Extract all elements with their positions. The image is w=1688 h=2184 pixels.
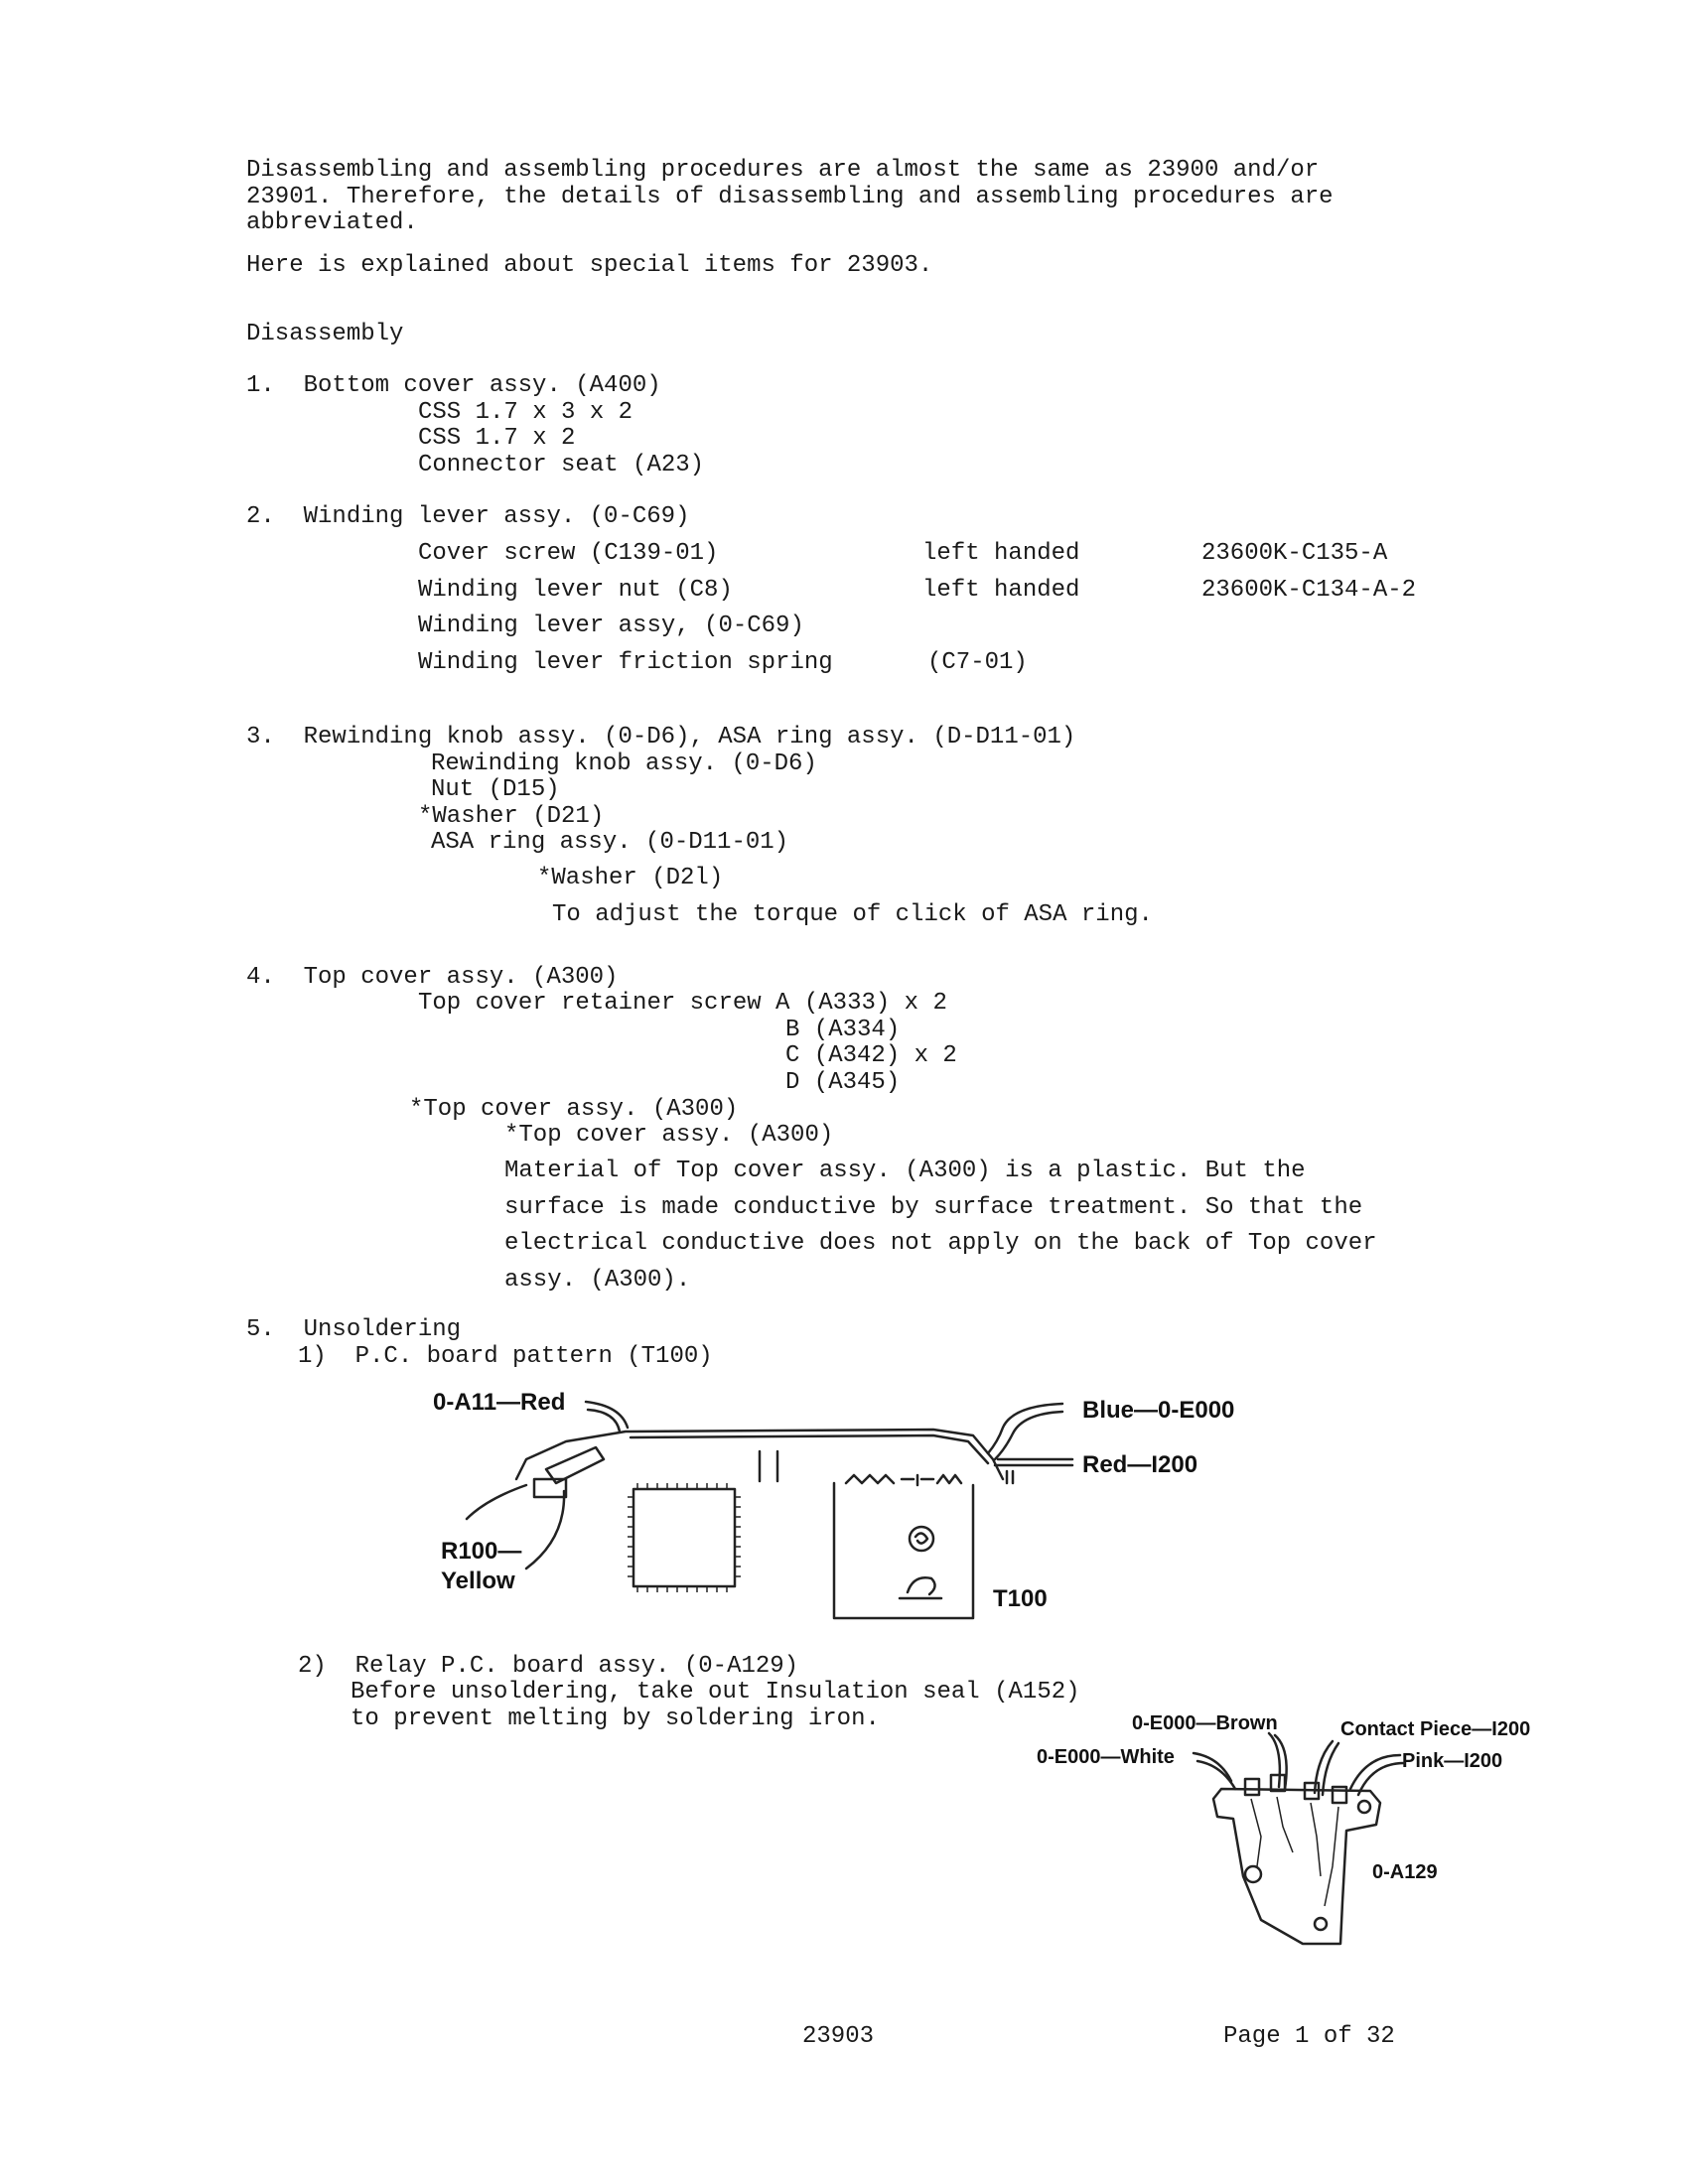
label-r100: R100— bbox=[441, 1538, 522, 1565]
solder-pad bbox=[900, 1577, 941, 1598]
pc-board-figure bbox=[417, 1380, 1251, 1628]
intro-line-3: abbreviated. bbox=[246, 209, 418, 236]
s4-screw-b: B (A334) bbox=[785, 1017, 901, 1043]
label-a11-red: 0-A11—Red bbox=[433, 1389, 566, 1416]
s2-row-part: 23600K-C134-A-2 bbox=[1201, 577, 1417, 604]
s3-sub: To adjust the torque of click of ASA ring. bbox=[552, 901, 1153, 928]
solder-pad bbox=[915, 1533, 927, 1543]
label-a129: 0-A129 bbox=[1372, 1861, 1438, 1883]
relay-board-outline bbox=[1213, 1789, 1380, 1944]
mount-hole bbox=[1358, 1801, 1370, 1813]
s3-item: Rewinding knob assy. (0-D6) bbox=[431, 751, 817, 777]
mount-hole bbox=[1315, 1918, 1327, 1930]
footer-model: 23903 bbox=[802, 2023, 875, 2050]
s1-item: CSS 1.7 x 2 bbox=[418, 425, 576, 452]
s3-title: 3. Rewinding knob assy. (0-D6), ASA ring assy. (D-D11-01) bbox=[246, 724, 1076, 751]
s4-screw-a: Top cover retainer screw A (A333) x 2 bbox=[418, 990, 947, 1017]
footer-page-number: Page 1 of 32 bbox=[1223, 2023, 1395, 2050]
s4-para-line: assy. (A300). bbox=[504, 1267, 691, 1294]
terminal bbox=[1245, 1779, 1259, 1795]
wire-white bbox=[1197, 1761, 1235, 1789]
label-e000-white: 0-E000—White bbox=[1037, 1746, 1175, 1768]
s4-item: *Top cover assy. (A300) bbox=[409, 1096, 739, 1123]
s1-item: CSS 1.7 x 3 x 2 bbox=[418, 399, 633, 426]
s2-title: 2. Winding lever assy. (0-C69) bbox=[246, 503, 690, 530]
s3-item: ASA ring assy. (0-D11-01) bbox=[431, 829, 789, 856]
s3-item: *Washer (D21) bbox=[418, 803, 605, 830]
s2-row-name: Winding lever assy, (0-C69) bbox=[418, 613, 804, 639]
wire-blue bbox=[988, 1404, 1062, 1453]
label-t100: T100 bbox=[993, 1585, 1048, 1612]
label-pink-i200: Pink—I200 bbox=[1402, 1750, 1503, 1772]
wire-blue bbox=[995, 1412, 1062, 1459]
s2-row-name: Winding lever friction spring bbox=[418, 649, 833, 676]
mount-hole bbox=[1245, 1866, 1261, 1882]
relay-board-figure bbox=[1023, 1707, 1549, 1976]
wire-yellow bbox=[467, 1485, 526, 1519]
s2-row-name: Winding lever nut (C8) bbox=[418, 577, 733, 604]
chip bbox=[633, 1489, 735, 1586]
s3-item: Nut (D15) bbox=[431, 776, 560, 803]
label-yellow: Yellow bbox=[441, 1568, 515, 1594]
s4-para-line: electrical conductive does not apply on the back of Top cover bbox=[504, 1230, 1377, 1257]
solder-pad bbox=[910, 1527, 933, 1551]
intro-line-4: Here is explained about special items for 23903. bbox=[246, 252, 933, 279]
s2-row-part: 23600K-C135-A bbox=[1201, 540, 1388, 567]
intro-line-1: Disassembling and assembling procedures are almost the same as 23900 and/or bbox=[246, 157, 1320, 184]
center-lines bbox=[760, 1451, 777, 1481]
s5-sub2-line: to prevent melting by soldering iron. bbox=[351, 1706, 880, 1732]
wire-red bbox=[588, 1410, 620, 1432]
wire-yellow bbox=[526, 1491, 564, 1569]
s2-row-hand: left handed bbox=[922, 540, 1080, 567]
label-contact-piece: Contact Piece—I200 bbox=[1340, 1718, 1531, 1740]
section-heading: Disassembly bbox=[246, 321, 404, 347]
label-blue-e000: Blue—0-E000 bbox=[1082, 1397, 1235, 1424]
resistor-pattern bbox=[846, 1475, 961, 1485]
s4-screw-c: C (A342) x 2 bbox=[785, 1042, 957, 1069]
s4-screw-d: D (A345) bbox=[785, 1069, 901, 1096]
s5-sub2: 2) Relay P.C. board assy. (0-A129) bbox=[298, 1653, 799, 1680]
s1-item: Connector seat (A23) bbox=[418, 452, 705, 478]
trace bbox=[1251, 1797, 1338, 1906]
s2-row-hand: left handed bbox=[922, 577, 1080, 604]
s3-sub: *Washer (D2l) bbox=[537, 865, 724, 891]
s4-para-line: Material of Top cover assy. (A300) is a plastic. But the bbox=[504, 1158, 1306, 1184]
label-red-i200: Red—I200 bbox=[1082, 1451, 1198, 1478]
intro-line-2: 23901. Therefore, the details of disassembling and assembling procedures are bbox=[246, 184, 1334, 210]
s4-title: 4. Top cover assy. (A300) bbox=[246, 964, 619, 991]
s5-sub1: 1) P.C. board pattern (T100) bbox=[298, 1343, 713, 1370]
s2-row-hand: (C7-01) bbox=[927, 649, 1028, 676]
s4-para-line: surface is made conductive by surface treatment. So that the bbox=[504, 1194, 1363, 1221]
s1-title: 1. Bottom cover assy. (A400) bbox=[246, 372, 661, 399]
pin bbox=[1007, 1471, 1013, 1483]
label-e000-brown: 0-E000—Brown bbox=[1132, 1712, 1278, 1734]
s2-row-name: Cover screw (C139-01) bbox=[418, 540, 719, 567]
s4-sub: *Top cover assy. (A300) bbox=[504, 1122, 834, 1149]
s5-title: 5. Unsoldering bbox=[246, 1316, 462, 1343]
connector bbox=[546, 1447, 604, 1483]
s5-sub2-line: Before unsoldering, take out Insulation seal (A152) bbox=[351, 1679, 1080, 1706]
board-edge-inner bbox=[631, 1435, 988, 1463]
